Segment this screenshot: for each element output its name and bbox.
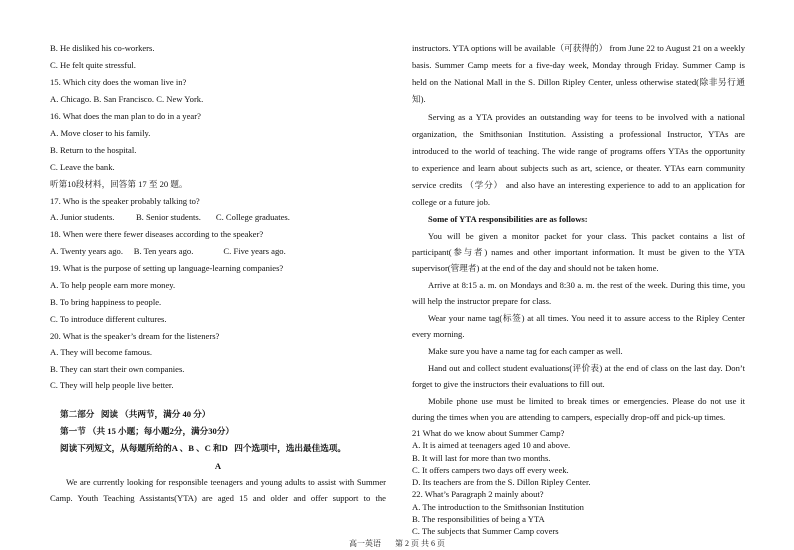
passage-line: introduced to the world of teaching. The wide range of programs offers YTAs the opportunity — [412, 146, 745, 156]
question-17: 17. Who is the speaker probably talking to? — [50, 196, 200, 206]
question-18: 18. When were there fewer diseases according to the speaker? — [50, 229, 264, 239]
answer-option: B. He disliked his co-workers. — [50, 43, 155, 53]
passage-line: You will be given a monitor packet for your class. This packet contains a list of — [428, 231, 745, 241]
passage-line: organization, the Smithsonian Institution. Assisting a professional Instructor, YTAs are — [412, 129, 745, 139]
passage-line: during the times when you are attending to campers, especially drop-off and pick-up times. — [412, 412, 726, 422]
answer-option: C. He felt quite stressful. — [50, 60, 136, 70]
question-21: 21 What do we know about Summer Camp? — [412, 428, 565, 438]
passage-line: to experience and learn about subjects such as art, science, or theater. YTAs earn community — [412, 163, 745, 173]
question-19: 19. What is the purpose of setting up language-learning companies? — [50, 263, 284, 273]
passage-line: will help the instructor prepare for class. — [412, 296, 552, 306]
footer-page-number: 第 2 页 共 6 页 — [395, 539, 445, 548]
subsection-title: 第一节 （共 15 小题；每小题2分，满分30分） — [60, 426, 235, 436]
answer-options: A. Junior students. B. Senior students. C. College graduates. — [50, 212, 290, 222]
passage-line: Wear your name tag(标签) at all times. You need it to assure access to the Ripley Center — [428, 313, 745, 323]
answer-option: B. Return to the hospital. — [50, 145, 137, 155]
passage-line: 知). — [412, 94, 426, 104]
answer-option: B. The responsibilities of being a YTA — [412, 513, 545, 524]
responsibilities-heading: Some of YTA responsibilities are as follows: — [428, 214, 588, 224]
reading-instruction: 阅读下列短文，从每题所给的A 、B 、C 和D 四个选项中，选出最佳选项。 — [60, 443, 346, 453]
passage-line: participant(参与者) names and other important information. It must be given to the YTA — [412, 247, 745, 257]
passage-line: instructors. YTA options will be available（可获得的） from June 22 to August 21 on a weekly — [412, 43, 745, 53]
passage-line: service credits （学分） and also have an interesting experience to add to an application for — [412, 180, 745, 190]
passage-line: Camp. Youth Teaching Assistants(YTA) are aged 15 and older and offer support to the — [50, 493, 386, 503]
passage-line: We are currently looking for responsible teenagers and young adults to assist with Summer — [66, 477, 386, 487]
passage-line: Make sure you have a name tag for each camper as well. — [428, 346, 623, 356]
answer-option: B. It will last for more than two months. — [412, 452, 551, 463]
question-20: 20. What is the speaker’s dream for the listeners? — [50, 331, 220, 341]
answer-option: C. Leave the bank. — [50, 162, 115, 172]
listening-instruction: 听第10段材料，回答第 17 至 20 题。 — [50, 179, 188, 189]
passage-line: Mobile phone use must be limited to break times or emergencies. Please do not use it — [428, 396, 745, 406]
passage-label: A — [214, 461, 222, 471]
answer-option: B. They can start their own companies. — [50, 364, 185, 374]
passage-line: Serving as a YTA provides an outstanding way for teens to be involved with a national — [428, 112, 745, 122]
section-title: 第二部分 阅读 （共两节，满分 40 分） — [60, 409, 211, 419]
passage-line: basis. Summer Camp meets for a five-day week, Monday through Friday. Summer Camp is — [412, 60, 745, 70]
answer-option: A. Move closer to his family. — [50, 128, 151, 138]
passage-line: supervisor(管理者) at the end of the day and should not be taken home. — [412, 263, 659, 273]
passage-line: Hand out and collect student evaluations(评价表) at the end of class on the last day. Don’t — [428, 363, 745, 373]
answer-option: C. It offers campers two days off every week. — [412, 464, 569, 475]
passage-line: college or a future job. — [412, 197, 491, 207]
answer-options: A. Chicago. B. San Francisco. C. New York. — [50, 94, 204, 104]
answer-option: A. To help people earn more money. — [50, 280, 176, 290]
question-15: 15. Which city does the woman live in? — [50, 77, 187, 87]
answer-options: A. Twenty years ago. B. Ten years ago. C. Five years ago. — [50, 246, 286, 256]
answer-option: D. Its teachers are from the S. Dillon Ripley Center. — [412, 477, 591, 487]
question-16: 16. What does the man plan to do in a year? — [50, 111, 201, 121]
passage-line: forget to give the instructors their evaluations to fill out. — [412, 379, 605, 389]
answer-option: C. They will help people live better. — [50, 380, 174, 390]
page-footer — [0, 539, 794, 548]
passage-line: Arrive at 8:15 a. m. on Mondays and 8:30 a. m. the rest of the week. During this time, you — [428, 280, 745, 290]
passage-line: every morning. — [412, 329, 465, 339]
passage-line: held on the National Mall in the S. Dillon Ripley Center, unless otherwise stated(除非另行通 — [412, 77, 745, 87]
answer-option: C. The subjects that Summer Camp covers — [412, 526, 559, 536]
answer-option: C. To introduce different cultures. — [50, 314, 167, 324]
footer-subject: 高一英语 — [349, 539, 381, 548]
answer-option: A. It is aimed at teenagers aged 10 and above. — [412, 440, 571, 451]
answer-option: A. They will become famous. — [50, 347, 152, 357]
answer-option: B. To bring happiness to people. — [50, 297, 162, 307]
answer-option: A. The introduction to the Smithsonian Institution — [412, 501, 584, 512]
question-22: 22. What’s Paragraph 2 mainly about? — [412, 489, 544, 500]
